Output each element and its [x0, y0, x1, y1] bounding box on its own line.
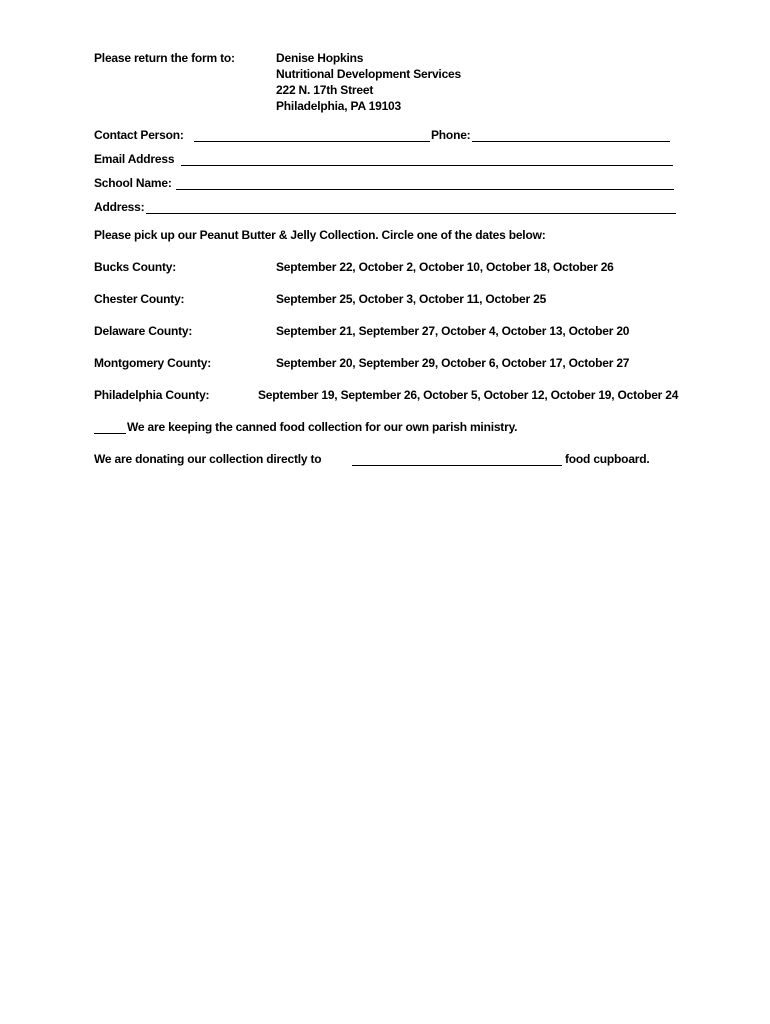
school-name-label: School Name: [94, 176, 172, 190]
recipient-city: Philadelphia, PA 19103 [276, 99, 401, 113]
county-dates-philadelphia[interactable]: September 19, September 26, October 5, October 12, October 19, October 24 [258, 388, 679, 402]
keeping-option-text: We are keeping the canned food collection for our own parish ministry. [127, 420, 518, 434]
county-dates-delaware[interactable]: September 21, September 27, October 4, October 13, October 20 [276, 324, 630, 338]
county-dates-chester[interactable]: September 25, October 3, October 11, October 25 [276, 292, 547, 306]
donating-prefix: We are donating our collection directly to [94, 452, 322, 466]
county-label-montgomery: Montgomery County: [94, 356, 212, 370]
county-label-philadelphia: Philadelphia County: [94, 388, 210, 402]
contact-person-label: Contact Person: [94, 128, 184, 142]
return-label: Please return the form to: [94, 51, 235, 65]
county-label-delaware: Delaware County: [94, 324, 193, 338]
pickup-instruction: Please pick up our Peanut Butter & Jelly Collection. Circle one of the dates below: [94, 228, 546, 242]
email-label: Email Address [94, 152, 175, 166]
address-label: Address: [94, 200, 145, 214]
phone-field[interactable] [472, 141, 670, 142]
donating-suffix: food cupboard. [565, 452, 650, 466]
county-dates-montgomery[interactable]: September 20, September 29, October 6, October 17, October 27 [276, 356, 630, 370]
keeping-checkbox-line[interactable] [94, 433, 126, 434]
recipient-name: Denise Hopkins [276, 51, 364, 65]
contact-person-field[interactable] [194, 141, 430, 142]
address-field[interactable] [146, 213, 676, 214]
phone-label: Phone: [431, 128, 471, 142]
county-dates-bucks[interactable]: September 22, October 2, October 10, October 18, October 26 [276, 260, 614, 274]
school-name-field[interactable] [176, 189, 674, 190]
county-label-bucks: Bucks County: [94, 260, 177, 274]
recipient-org: Nutritional Development Services [276, 67, 461, 81]
donating-cupboard-field[interactable] [352, 465, 562, 466]
recipient-street: 222 N. 17th Street [276, 83, 374, 97]
county-label-chester: Chester County: [94, 292, 185, 306]
email-field[interactable] [181, 165, 673, 166]
